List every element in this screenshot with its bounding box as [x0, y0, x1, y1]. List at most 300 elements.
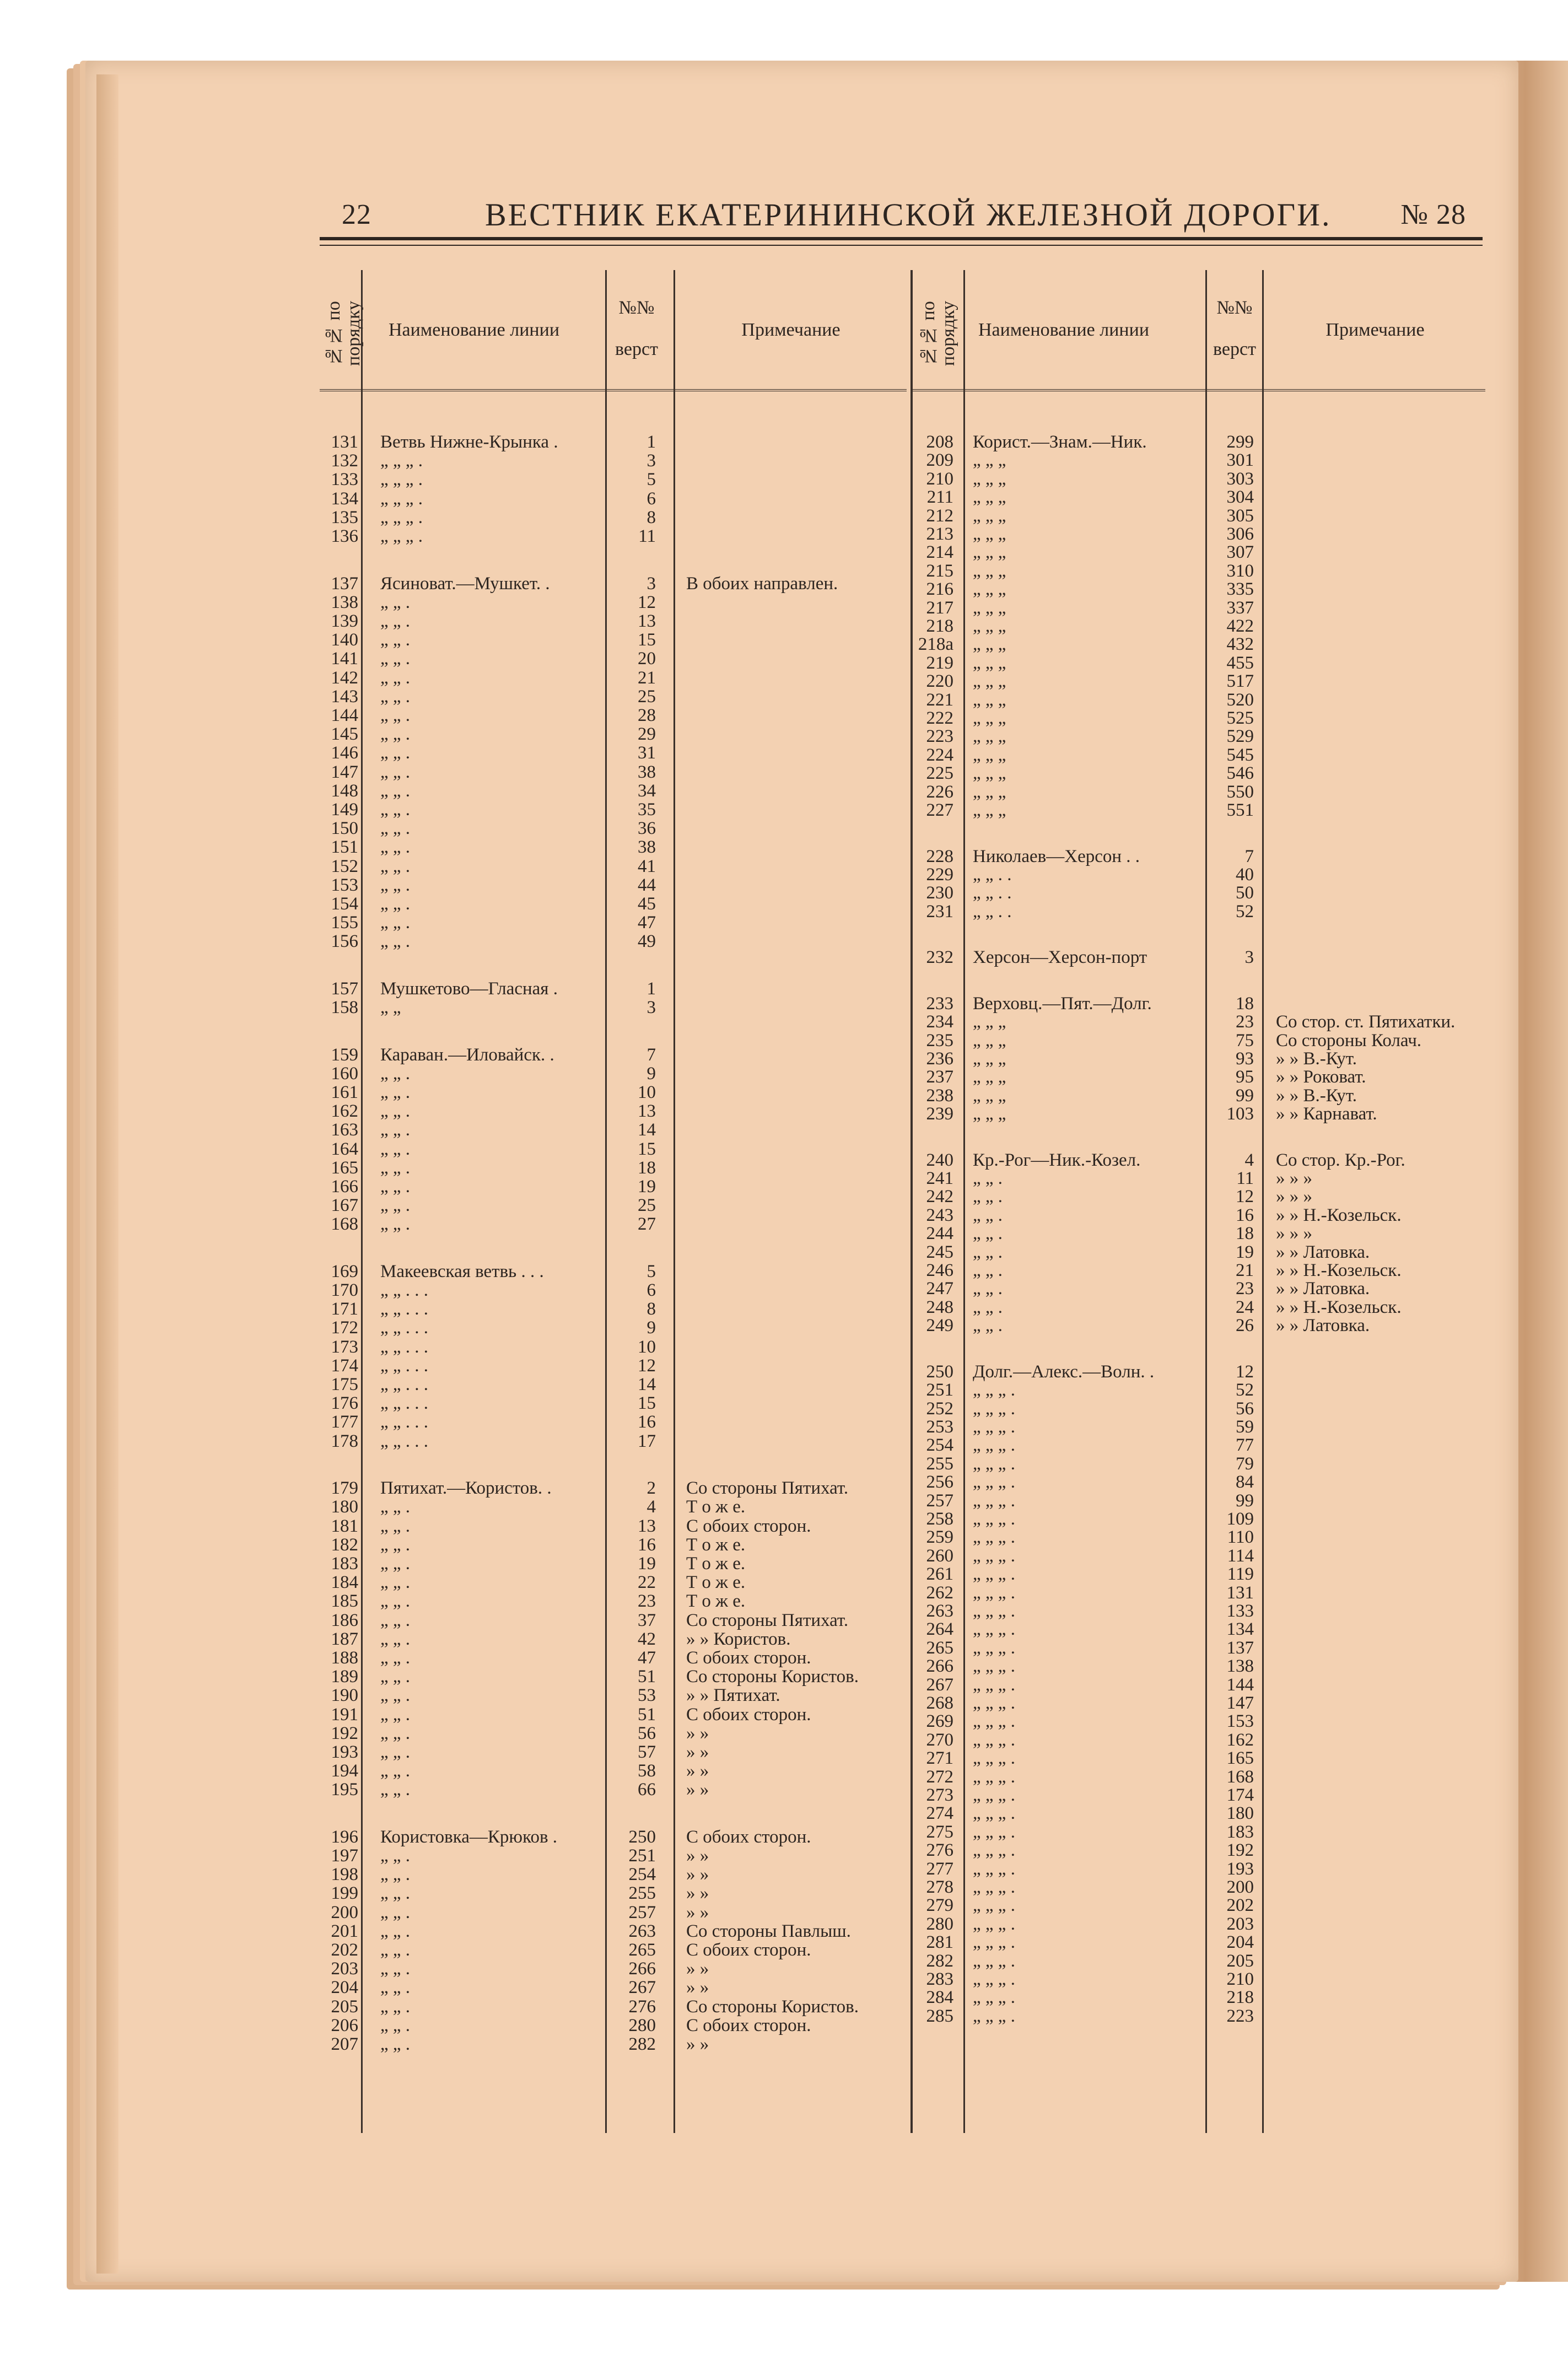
row-note: » »	[686, 1883, 709, 1904]
line-name: „ „ „ .	[973, 1490, 1015, 1511]
row-number: 220	[926, 671, 953, 692]
versts-value: 51	[638, 1667, 656, 1687]
versts-value: 12	[1236, 1187, 1254, 1207]
versts-value: 337	[1226, 597, 1254, 618]
versts-value: 24	[1236, 1297, 1254, 1317]
versts-value: 255	[628, 1883, 656, 1904]
versts-value: 27	[638, 1214, 656, 1235]
versts-value: 193	[1226, 1859, 1254, 1879]
row-number: 194	[331, 1761, 358, 1781]
line-name: „ „ .	[380, 705, 411, 725]
line-name: „ „ .	[380, 667, 411, 688]
row-note: Со стороны Павлыш.	[686, 1921, 851, 1941]
line-name: Корист.—Знам.—Ник.	[973, 432, 1147, 452]
versts-value: 218	[1226, 1987, 1254, 2008]
rule-right-c	[1262, 270, 1264, 2133]
page-number: 22	[342, 199, 371, 230]
row-number: 282	[926, 1951, 953, 1971]
row-note: С обоих сторон.	[686, 1704, 811, 1725]
versts-value: 29	[638, 724, 656, 745]
row-number: 137	[331, 573, 358, 594]
row-number: 211	[926, 487, 953, 508]
row-number: 256	[926, 1472, 953, 1493]
row-number: 177	[331, 1412, 358, 1432]
line-name: „ „ .	[380, 2034, 411, 2054]
versts-value: 165	[1226, 1748, 1254, 1769]
line-name: „ „ .	[380, 2015, 411, 2035]
row-number: 239	[926, 1104, 953, 1124]
line-name: Караван.—Иловайск. .	[380, 1044, 554, 1065]
versts-value: 7	[1244, 846, 1254, 866]
row-number: 264	[926, 1619, 953, 1640]
line-name: „ „ „ .	[973, 1416, 1015, 1437]
row-number: 245	[926, 1242, 953, 1262]
row-note: » »	[686, 1865, 709, 1885]
row-number: 158	[331, 998, 358, 1017]
line-name: „ „ „ .	[973, 1748, 1015, 1769]
row-number: 135	[331, 507, 358, 527]
line-name: „ „ . . .	[380, 1337, 429, 1357]
versts-value: 38	[638, 837, 656, 858]
versts-value: 58	[638, 1761, 656, 1781]
versts-value: 310	[1226, 561, 1254, 581]
row-number: 201	[331, 1921, 358, 1941]
row-note: Т о ж е.	[686, 1572, 746, 1593]
versts-value: 13	[638, 611, 656, 631]
versts-value: 137	[1226, 1638, 1254, 1658]
versts-value: 520	[1226, 690, 1254, 710]
line-name: „ „ .	[380, 1723, 411, 1743]
line-name: „ „ „ .	[973, 1914, 1015, 1934]
versts-value: 1	[646, 432, 656, 452]
versts-value: 455	[1226, 653, 1254, 673]
row-number: 195	[331, 1780, 358, 1800]
line-name: „ „ „	[973, 653, 1006, 673]
row-number: 156	[331, 931, 358, 952]
row-number: 252	[926, 1398, 953, 1419]
versts-value: 265	[628, 1940, 656, 1960]
line-name: „ „ „ .	[973, 1840, 1015, 1861]
row-number: 203	[331, 1959, 358, 1979]
line-name: „ „ .	[973, 1168, 1003, 1188]
versts-value: 16	[1236, 1205, 1254, 1225]
line-name: „ „ .	[380, 1082, 411, 1102]
row-number: 231	[926, 901, 953, 922]
versts-value: 38	[638, 762, 656, 782]
row-number: 162	[331, 1101, 358, 1122]
versts-value: 52	[1236, 901, 1254, 922]
row-number: 274	[926, 1803, 953, 1824]
line-name: „ „ .	[380, 1516, 411, 1536]
row-number: 283	[926, 1969, 953, 1989]
row-number: 280	[926, 1914, 953, 1934]
row-number: 152	[331, 856, 358, 876]
row-number: 255	[926, 1453, 953, 1474]
line-name: „ „ . . .	[380, 1355, 429, 1376]
line-name: Херсон—Херсон-порт	[973, 947, 1147, 968]
line-name: „ „ „ .	[973, 1693, 1015, 1713]
line-name: „ „ . . .	[380, 1299, 429, 1319]
row-number: 167	[331, 1195, 358, 1216]
line-name: „ „ . . .	[380, 1431, 429, 1451]
line-name: „ „ „	[973, 1048, 1006, 1069]
versts-value: 10	[638, 1337, 656, 1357]
versts-value: 14	[638, 1375, 656, 1394]
versts-value: 16	[638, 1412, 656, 1432]
row-number: 235	[926, 1030, 953, 1051]
versts-value: 12	[638, 1355, 656, 1376]
row-number: 248	[926, 1297, 953, 1317]
row-number: 269	[926, 1711, 953, 1732]
line-name: „ „ .	[380, 1959, 411, 1979]
row-number: 149	[331, 799, 358, 820]
left-table-header	[320, 270, 907, 391]
row-number: 271	[926, 1748, 953, 1769]
row-note: » »	[686, 1780, 709, 1800]
row-note: » » Н.-Козельск.	[1276, 1261, 1402, 1280]
line-name: „ „ „ .	[973, 1895, 1015, 1916]
row-number: 258	[926, 1509, 953, 1529]
row-note: С обоих сторон.	[686, 1827, 811, 1847]
versts-value: 42	[638, 1629, 656, 1649]
versts-value: 133	[1226, 1601, 1254, 1621]
versts-value: 205	[1226, 1951, 1254, 1971]
row-number: 209	[926, 450, 953, 471]
row-number: 145	[331, 724, 358, 745]
line-name: „ „ „ .	[973, 1564, 1015, 1585]
row-number: 249	[926, 1316, 953, 1336]
row-number: 238	[926, 1085, 953, 1106]
row-note: » »	[686, 1723, 709, 1743]
row-note: » »	[686, 1761, 709, 1781]
row-number: 175	[331, 1375, 358, 1394]
line-name: „ „ .	[380, 1667, 411, 1687]
row-number: 193	[331, 1742, 358, 1762]
line-name: „ „ .	[380, 1139, 411, 1159]
row-number: 188	[331, 1647, 358, 1668]
versts-value: 3	[646, 451, 656, 471]
line-name: „ „ „	[973, 1104, 1006, 1124]
row-note: » » Латовка.	[1276, 1279, 1370, 1299]
row-note: С обоих сторон.	[686, 2015, 811, 2035]
row-number: 276	[926, 1840, 953, 1861]
row-number: 191	[331, 1704, 358, 1725]
line-name: „ „ . .	[973, 864, 1012, 885]
versts-value: 546	[1226, 763, 1254, 784]
line-name: „ „ „ .	[973, 1674, 1015, 1695]
versts-value: 25	[638, 1195, 656, 1216]
row-number: 180	[331, 1497, 358, 1517]
line-name: Макеевская ветвь . . .	[380, 1261, 544, 1281]
line-name: „ „ .	[380, 1940, 411, 1960]
line-name: „ „ .	[380, 1742, 411, 1762]
line-name: Николаев—Херсон . .	[973, 846, 1140, 866]
line-name: „ „ .	[380, 1572, 411, 1593]
row-note: Со стороны Пятихат.	[686, 1610, 849, 1630]
versts-value: 95	[1236, 1067, 1254, 1087]
row-number: 224	[926, 745, 953, 765]
rule-left-c	[673, 270, 675, 2133]
versts-value: 28	[638, 705, 656, 725]
row-number: 178	[331, 1431, 358, 1451]
versts-value: 251	[628, 1846, 656, 1866]
row-note: » »	[686, 1902, 709, 1922]
versts-value: 131	[1226, 1582, 1254, 1603]
row-number: 250	[926, 1361, 953, 1382]
line-name: „ „ „	[973, 468, 1006, 489]
row-note: » » Користов.	[686, 1629, 791, 1649]
line-name: „ „ .	[973, 1297, 1003, 1317]
col-line-name: Наименование линии	[978, 320, 1150, 340]
row-number: 198	[331, 1865, 358, 1885]
row-number: 205	[331, 1996, 358, 2017]
versts-value: 162	[1226, 1730, 1254, 1750]
versts-value: 23	[638, 1591, 656, 1612]
row-number: 136	[331, 526, 358, 546]
row-note: » » »	[1276, 1168, 1312, 1188]
row-number: 208	[926, 432, 953, 452]
line-name: „ „ „ .	[973, 1822, 1015, 1842]
line-name: „ „ .	[973, 1279, 1003, 1299]
page-header	[320, 198, 1483, 240]
rule-right-b	[1205, 270, 1207, 2133]
versts-value: 1	[646, 978, 656, 999]
col-versts-num: №№	[1216, 298, 1253, 318]
versts-value: 56	[1236, 1398, 1254, 1419]
row-number: 134	[331, 488, 358, 509]
row-number: 160	[331, 1063, 358, 1084]
row-number: 225	[926, 763, 953, 784]
versts-value: 5	[646, 470, 656, 490]
line-name: „ „ „	[973, 745, 1006, 765]
line-name: „ „ .	[380, 1195, 411, 1216]
versts-value: 17	[638, 1431, 656, 1451]
versts-value: 304	[1226, 487, 1254, 508]
versts-value: 307	[1226, 542, 1254, 563]
line-name: „ „ .	[380, 837, 411, 858]
row-number: 170	[331, 1280, 358, 1300]
versts-value: 6	[646, 1280, 656, 1300]
row-number: 268	[926, 1693, 953, 1713]
versts-value: 57	[638, 1742, 656, 1762]
versts-value: 263	[628, 1921, 656, 1941]
versts-value: 280	[628, 2015, 656, 2035]
row-note: » » Пятихат.	[686, 1685, 780, 1706]
line-name: „ „ .	[380, 1497, 411, 1517]
row-number: 232	[926, 947, 953, 968]
row-number: 186	[331, 1610, 358, 1630]
line-name: „ „ .	[380, 856, 411, 876]
versts-value: 4	[1244, 1150, 1254, 1170]
versts-value: 49	[638, 931, 656, 952]
versts-value: 183	[1226, 1822, 1254, 1842]
row-number: 210	[926, 468, 953, 489]
versts-value: 23	[1236, 1279, 1254, 1299]
versts-value: 47	[638, 913, 656, 933]
row-note: » » Латовка.	[1276, 1242, 1370, 1262]
row-number: 161	[331, 1082, 358, 1102]
row-number: 176	[331, 1393, 358, 1414]
line-name: „ „ „	[973, 1030, 1006, 1051]
row-number: 272	[926, 1766, 953, 1787]
row-number: 261	[926, 1564, 953, 1585]
versts-value: 192	[1226, 1840, 1254, 1861]
row-number: 147	[331, 762, 358, 782]
versts-value: 210	[1226, 1969, 1254, 1989]
line-name: „ „ „	[973, 763, 1006, 784]
row-number: 253	[926, 1416, 953, 1437]
line-name: Ветвь Нижне-Крынка .	[380, 432, 558, 452]
versts-value: 50	[1236, 883, 1254, 903]
row-number: 228	[926, 846, 953, 866]
row-number: 140	[331, 630, 358, 650]
line-name: „ „ .	[380, 1591, 411, 1612]
line-name: „ „ .	[380, 762, 411, 782]
row-number: 182	[331, 1534, 358, 1555]
line-name: „ „ „ .	[973, 1951, 1015, 1971]
versts-value: 2	[646, 1478, 656, 1499]
line-name: „ „ „	[973, 505, 1006, 526]
versts-value: 550	[1226, 782, 1254, 802]
versts-value: 84	[1236, 1472, 1254, 1493]
row-number: 265	[926, 1638, 953, 1658]
line-name: „ „ .	[380, 913, 411, 933]
versts-value: 5	[646, 1261, 656, 1281]
versts-value: 44	[638, 875, 656, 895]
versts-value: 299	[1226, 432, 1254, 452]
row-number: 237	[926, 1067, 953, 1087]
row-number: 251	[926, 1380, 953, 1401]
line-name: „ „ .	[380, 875, 411, 895]
line-name: „ „ „ .	[973, 1527, 1015, 1548]
versts-value: 3	[646, 573, 656, 594]
line-name: „ „ .	[380, 1996, 411, 2017]
versts-value: 109	[1226, 1509, 1254, 1529]
row-number: 277	[926, 1859, 953, 1879]
line-name: „ „ .	[380, 724, 411, 745]
line-name: „ „ „ .	[973, 1509, 1015, 1529]
versts-value: 223	[1226, 2006, 1254, 2026]
row-note: » » Н.-Козельск.	[1276, 1205, 1402, 1225]
line-name: „ „ „	[973, 634, 1006, 655]
line-name: „ „ „ .	[973, 1638, 1015, 1658]
row-number: 219	[926, 653, 953, 673]
versts-value: 16	[638, 1534, 656, 1555]
versts-value: 529	[1226, 726, 1254, 747]
versts-value: 200	[1226, 1877, 1254, 1897]
row-note: С обоих сторон.	[686, 1516, 811, 1536]
row-number: 159	[331, 1044, 358, 1065]
rule-center	[910, 270, 913, 2133]
journal-title: ВЕСТНИК ЕКАТЕРИНИНСКОЙ ЖЕЛЕЗНОЙ ДОРОГИ.	[485, 197, 1332, 233]
versts-value: 103	[1226, 1104, 1254, 1124]
row-note: Т о ж е.	[686, 1497, 746, 1517]
row-number: 233	[926, 993, 953, 1014]
line-name: Долг.—Алекс.—Волн. .	[973, 1361, 1155, 1382]
versts-value: 174	[1226, 1785, 1254, 1805]
line-name: „ „ „	[973, 542, 1006, 563]
versts-value: 14	[638, 1120, 656, 1140]
versts-value: 93	[1236, 1048, 1254, 1069]
row-number: 254	[926, 1435, 953, 1456]
row-number: 257	[926, 1490, 953, 1511]
line-name: „ „ „	[973, 708, 1006, 728]
versts-value: 306	[1226, 524, 1254, 544]
row-number: 164	[331, 1139, 358, 1159]
versts-value: 204	[1226, 1932, 1254, 1953]
issue-number: № 28	[1400, 199, 1466, 230]
row-note: С обоих сторон.	[686, 1647, 811, 1668]
line-name: „ „ .	[380, 818, 411, 839]
versts-value: 59	[1236, 1416, 1254, 1437]
row-number: 202	[331, 1940, 358, 1960]
row-number: 230	[926, 883, 953, 903]
line-name: „ „ „	[973, 1085, 1006, 1106]
row-number: 199	[331, 1883, 358, 1904]
row-number: 141	[331, 649, 358, 669]
row-note: » » В.-Кут.	[1276, 1048, 1357, 1069]
row-number: 168	[331, 1214, 358, 1235]
row-number: 185	[331, 1591, 358, 1612]
row-number: 242	[926, 1187, 953, 1207]
line-name: „ „ .	[380, 592, 411, 612]
col-versts-num: №№	[618, 298, 655, 318]
line-name: „ „ .	[380, 1647, 411, 1668]
line-name: „ „ .	[380, 1883, 411, 1904]
versts-value: 545	[1226, 745, 1254, 765]
line-name: „ „ .	[380, 1761, 411, 1781]
line-name: „ „ .	[380, 1846, 411, 1866]
versts-value: 25	[638, 686, 656, 707]
row-note: » » Карнават.	[1276, 1104, 1377, 1124]
rule-left-b	[605, 270, 607, 2133]
line-name: „ „ „	[973, 579, 1006, 600]
line-name: „ „ .	[380, 893, 411, 914]
row-number: 192	[331, 1723, 358, 1743]
line-name: „ „ „	[973, 597, 1006, 618]
versts-value: 7	[646, 1044, 656, 1065]
versts-value: 99	[1236, 1085, 1254, 1106]
line-name: „ „ .	[973, 1205, 1003, 1225]
versts-value: 20	[638, 649, 656, 669]
versts-value: 19	[1236, 1242, 1254, 1262]
line-name: „ „ .	[380, 1704, 411, 1725]
col-versts: верст	[1213, 339, 1256, 359]
row-number: 217	[926, 597, 953, 618]
row-number: 273	[926, 1785, 953, 1805]
versts-value: 153	[1226, 1711, 1254, 1732]
line-name: „ „ .	[973, 1316, 1003, 1336]
row-number: 270	[926, 1730, 953, 1750]
versts-value: 51	[638, 1704, 656, 1725]
col-line-name: Наименование линии	[388, 320, 560, 340]
versts-value: 21	[638, 667, 656, 688]
row-number: 179	[331, 1478, 358, 1499]
versts-value: 202	[1226, 1895, 1254, 1916]
row-number: 278	[926, 1877, 953, 1897]
line-name: „ „ „	[973, 1012, 1006, 1032]
right-table-header	[912, 270, 1485, 391]
row-note: » »	[686, 1959, 709, 1979]
line-name: „ „ .	[380, 686, 411, 707]
line-name: „ „ „ .	[973, 1859, 1015, 1879]
versts-value: 31	[638, 743, 656, 763]
line-name: „ „ . . .	[380, 1318, 429, 1338]
versts-value: 15	[638, 1139, 656, 1159]
versts-value: 11	[1236, 1168, 1254, 1188]
line-name: „ „ „ .	[973, 1619, 1015, 1640]
line-name: „ „ „	[973, 487, 1006, 508]
